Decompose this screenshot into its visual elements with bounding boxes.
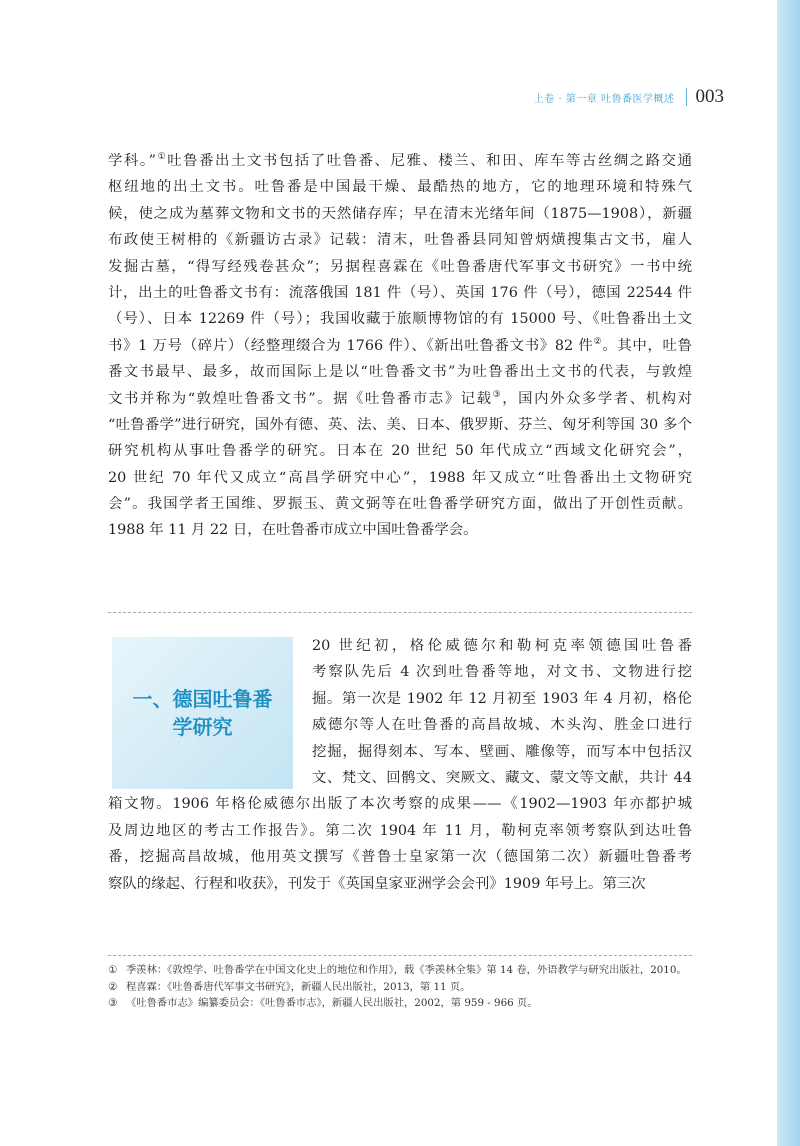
footnote-number: ② <box>108 980 118 993</box>
text-line <box>108 254 692 280</box>
text-run: 学科。” <box>108 153 157 169</box>
text-line <box>108 517 692 543</box>
footnote-number: ① <box>108 964 118 976</box>
text-run: 及周边地区的考古工作报告》。第二次 1904 年 11 月，勒柯克率领考察队到达吐鲁 <box>108 822 692 839</box>
text-line <box>108 438 692 464</box>
text-line <box>108 333 692 359</box>
section-title-line-1: 一、德国吐鲁番 <box>132 687 273 711</box>
text-run: 20 世纪 70 年代又成立“高昌学研究中心”，1988 年又成立“吐鲁番出土文物研究 <box>108 469 692 486</box>
text-run: 吐鲁番出土文书包括了吐鲁番、尼雅、楼兰、和田、库车等古丝绸之路交通 <box>167 153 692 169</box>
text-line <box>108 818 692 844</box>
footnote-item <box>108 995 692 1012</box>
text-line <box>312 712 692 738</box>
text-line <box>108 306 692 332</box>
footnote-number: ③ <box>108 997 118 1010</box>
text-line <box>108 148 692 174</box>
text-run: 考察队先后 4 次到吐鲁番等地，对文书、文物进行挖 <box>312 664 692 681</box>
text-run: 威德尔等人在吐鲁番的高昌故城、木头沟、胜金口进行 <box>312 717 692 734</box>
text-run: 计，出土的吐鲁番文书有：流落俄国 181 件（号）、英国 176 件（号），德国 22544 件 <box>108 284 692 301</box>
text-line <box>108 491 692 517</box>
right-edge-color-bar <box>777 0 800 1146</box>
text-run: 1988 年 11 月 22 日，在吐鲁番市成立中国吐鲁番学会。 <box>108 522 478 539</box>
text-run: 文书并称为“敦煌吐鲁番文书”。据《吐鲁番市志》记载 <box>108 390 493 407</box>
running-header <box>534 86 724 108</box>
text-line <box>108 844 692 870</box>
chapter-title: 上卷 · 第一章 吐鲁番医学概述 <box>533 93 675 105</box>
footnote-separator <box>108 955 692 956</box>
text-run: 察队的缘起、行程和收获》，刊发于《英国皇家亚洲学会会刊》1909 年号上。第三次 <box>108 875 646 892</box>
text-line <box>312 739 692 765</box>
text-run: 20 世纪初，格伦威德尔和勒柯克率领德国吐鲁番 <box>312 638 692 654</box>
footnote-item <box>108 962 692 979</box>
text-run: 掘。第一次是 1902 年 12 月初至 1903 年 4 月初，格伦 <box>312 690 692 707</box>
text-run: 布政使王树枏的《新疆访古录》记载：清末，吐鲁番县同知曾炳熿搜集古文书，雇人 <box>108 232 692 249</box>
footnote-marker[interactable]: ② <box>593 336 603 347</box>
footnote-text: 《吐鲁番市志》编纂委员会：《吐鲁番市志》，新疆人民出版社，2002，第 959 - 966 页。 <box>126 997 538 1010</box>
text-line <box>108 871 692 897</box>
text-run: 候，使之成为墓葬文物和文书的天然储存库；早在清末光绪年间（1875—1908），新疆 <box>108 205 692 222</box>
paragraph-german-research <box>108 633 692 897</box>
footnote-marker[interactable]: ③ <box>492 389 503 400</box>
section-separator <box>108 612 692 613</box>
text-run: （号）、日本 12269 件（号）；我国收藏于旅顺博物馆的有 15000 号、《吐鲁番出土文 <box>108 311 692 328</box>
text-line <box>108 791 692 817</box>
text-run: 。其中，吐鲁 <box>602 337 692 354</box>
text-line <box>312 765 692 791</box>
text-run: 挖掘，掘得刻本、写本、壁画、雕像等，而写本中包括汉 <box>312 743 692 760</box>
header-divider <box>686 88 687 106</box>
text-line <box>312 686 692 712</box>
text-run: 会”。我国学者王国维、罗振玉、黄文弼等在吐鲁番学研究方面，做出了开创性贡献。 <box>108 496 692 513</box>
text-run: 书》1 万号（碎片）（经整理缀合为 1766 件）、《新出吐鲁番文书》82 件 <box>108 337 594 354</box>
footnote-item <box>108 979 692 996</box>
paragraph-overview <box>108 148 692 544</box>
text-run: 番文书最早、最多，故而国际上是以“吐鲁番文书”为吐鲁番出土文书的代表，与敦煌 <box>108 364 692 381</box>
text-line <box>108 280 692 306</box>
page-number: 003 <box>695 86 724 107</box>
text-run: 研究机构从事吐鲁番学的研究。日本在 20 世纪 50 年代成立“西域文化研究会”， <box>108 443 692 460</box>
footnote-text: 程喜霖：《吐鲁番唐代军事文书研究》，新疆人民出版社，2013，第 11 页。 <box>126 980 471 993</box>
text-line <box>108 465 692 491</box>
text-line <box>312 659 692 685</box>
text-line <box>312 633 692 659</box>
text-run: ，国内外众多学者、机构对 <box>502 390 692 407</box>
text-run: 箱文物。1906 年格伦威德尔出版了本次考察的成果——《1902—1903 年亦都护城 <box>108 796 692 813</box>
text-line <box>108 174 692 200</box>
footnote-marker[interactable]: ① <box>156 152 168 163</box>
text-run: “吐鲁番学”进行研究，国外有德、英、法、美、日本、俄罗斯、芬兰、匈牙利等国 30 多个 <box>108 416 692 433</box>
text-run: 发掘古墓，“得写经残卷甚众”；另据程喜霖在《吐鲁番唐代军事文书研究》一书中统 <box>108 258 692 275</box>
text-run: 番，挖掘高昌故城，他用英文撰写《普鲁士皇家第一次（德国第二次）新疆吐鲁番考 <box>108 849 692 866</box>
text-line <box>108 227 692 253</box>
footnote-text: 季羡林：《敦煌学、吐鲁番学在中国文化史上的地位和作用》，载《季羡林全集》第 14 卷，外语教学与研究出版社，2010。 <box>126 964 687 976</box>
section-title-line-2: 学研究 <box>172 715 233 739</box>
text-line <box>108 201 692 227</box>
text-line <box>108 386 692 412</box>
text-line <box>108 412 692 438</box>
text-run: 文、梵文、回鹘文、突厥文、藏文、蒙文等文献，共计 44 <box>312 769 692 786</box>
text-run: 枢纽地的出土文书。吐鲁番是中国最干燥、最酷热的地方，它的地理环境和特殊气 <box>108 179 692 196</box>
text-line <box>108 359 692 385</box>
footnotes <box>108 962 692 1012</box>
